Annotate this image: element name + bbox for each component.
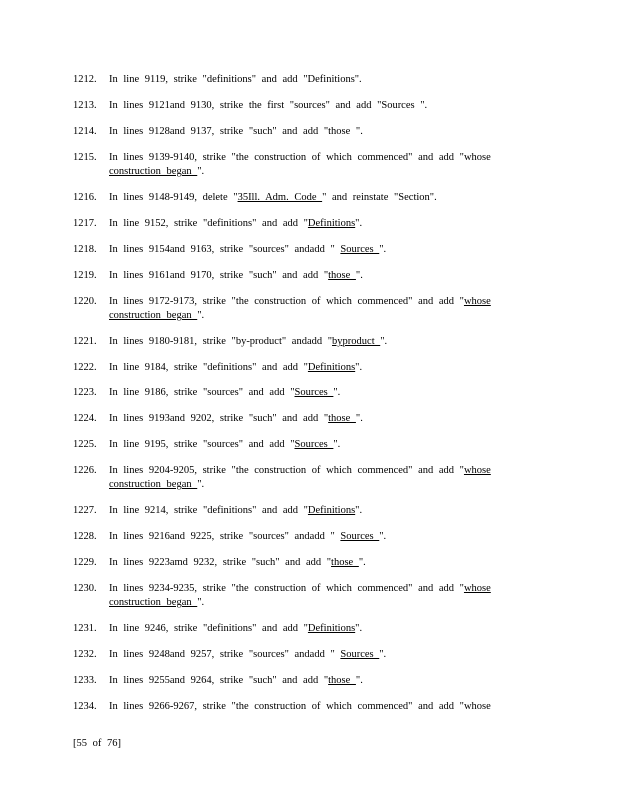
text-segment: In lines 9148-9149, delete " [109, 192, 238, 203]
item-text [109, 700, 518, 714]
text-segment: In lines 9204-9205, strike "the construction of which commenced" and add " [109, 465, 464, 476]
text-segment: ". [197, 597, 205, 608]
item-text [109, 361, 518, 375]
amendment-item [73, 125, 518, 139]
text-segment: In lines 9255and 9264, strike "such" and add " [109, 675, 329, 686]
text-segment: ". [355, 623, 363, 634]
text-segment: In lines 9248and 9257, strike "sources" andadd " [109, 649, 341, 660]
text-segment: In line 9186, strike "sources" and add " [109, 387, 295, 398]
amendment-item [73, 438, 518, 452]
text-segment: ". [355, 413, 363, 424]
item-text [109, 99, 518, 113]
item-number: 1233. [73, 675, 97, 686]
text-segment: ". [358, 557, 366, 568]
underlined-insertion: those [328, 413, 356, 424]
underlined-insertion: Definitions [307, 505, 356, 516]
text-segment: In lines 9234-9235, strike "the construction of which commenced" and add " [109, 583, 464, 594]
amendment-item [73, 530, 518, 544]
text-segment: ". [355, 505, 363, 516]
text-segment: " and reinstate "Section". [322, 192, 437, 203]
item-text [109, 412, 518, 426]
text-segment: In lines 9266-9267, strike "the construction of which commenced" and add "whose [109, 701, 491, 712]
item-text [109, 335, 518, 349]
item-number: 1234. [73, 701, 97, 712]
page-number: [55 of 76] [73, 738, 121, 749]
amendment-item [73, 217, 518, 231]
item-text [109, 530, 518, 544]
text-segment: In lines 9154and 9163, strike "sources" andadd " [109, 244, 341, 255]
item-text [109, 125, 518, 139]
item-number: 1219. [73, 270, 97, 281]
text-segment: In lines 9223amd 9232, strike "such" and add " [109, 557, 332, 568]
amendment-item [73, 504, 518, 518]
amendment-item [73, 700, 518, 714]
item-text [109, 151, 518, 179]
underlined-insertion: those [331, 557, 359, 568]
item-number: 1222. [73, 362, 97, 373]
text-segment: ". [197, 479, 205, 490]
underlined-insertion: Sources [340, 649, 380, 660]
item-text [109, 582, 518, 610]
amendment-item [73, 648, 518, 662]
amendment-item [73, 361, 518, 375]
item-number: 1218. [73, 244, 97, 255]
item-number: 1212. [73, 74, 97, 85]
text-segment: In lines 9172-9173, strike "the construction of which commenced" and add " [109, 296, 464, 307]
underlined-insertion: Definitions [307, 362, 356, 373]
text-segment: In lines 9193and 9202, strike "such" and add " [109, 413, 329, 424]
item-number: 1217. [73, 218, 97, 229]
text-segment: Definitions". [307, 74, 362, 85]
text-segment: In lines 9139-9140, strike "the construction of which commenced" and add "whose [109, 152, 491, 163]
text-segment: ". [355, 270, 363, 281]
text-segment: ". [355, 362, 363, 373]
text-segment: In lines 9128and 9137, strike "such" and add "those ". [109, 126, 363, 137]
item-number: 1213. [73, 100, 97, 111]
item-text [109, 504, 518, 518]
text-segment: ". [379, 244, 387, 255]
text-segment: In line 9195, strike "sources" and add " [109, 439, 295, 450]
amendment-item [73, 73, 518, 87]
underlined-insertion: whose construction began [109, 465, 491, 490]
amendment-item [73, 556, 518, 570]
item-text [109, 648, 518, 662]
amendment-item [73, 243, 518, 257]
item-number: 1214. [73, 126, 97, 137]
item-text [109, 674, 518, 688]
text-segment: In lines 9121and 9130, strike the first "sources" and add "Sources ". [109, 100, 428, 111]
underlined-insertion: those [328, 675, 356, 686]
underlined-insertion: those [328, 270, 356, 281]
text-segment: ". [355, 675, 363, 686]
item-text [109, 243, 518, 257]
item-number: 1226. [73, 465, 97, 476]
underlined-insertion: Sources [294, 439, 334, 450]
underlined-insertion: whose construction began [109, 296, 491, 321]
text-segment: In line 9152, strike "definitions" and add " [109, 218, 308, 229]
item-number: 1220. [73, 296, 97, 307]
amendment-item [73, 582, 518, 610]
item-number: 1231. [73, 623, 97, 634]
text-segment: ". [197, 166, 205, 177]
underlined-insertion: construction began [109, 166, 198, 177]
amendment-item [73, 622, 518, 636]
text-segment: In line 9184, strike "definitions" and add " [109, 362, 308, 373]
amendment-item [73, 412, 518, 426]
item-text [109, 438, 518, 452]
underlined-insertion: Definitions [307, 218, 356, 229]
amendment-item [73, 295, 518, 323]
item-text [109, 386, 518, 400]
item-number: 1223. [73, 387, 97, 398]
underlined-insertion: whose construction began [109, 583, 491, 608]
amendment-item [73, 269, 518, 283]
item-text [109, 622, 518, 636]
text-segment: ". [197, 310, 205, 321]
item-text [109, 464, 518, 492]
item-number: 1215. [73, 152, 97, 163]
item-number: 1224. [73, 413, 97, 424]
underlined-insertion: Sources [340, 244, 380, 255]
text-segment: In lines 9161and 9170, strike "such" and add " [109, 270, 329, 281]
item-text [109, 556, 518, 570]
underlined-insertion: Sources [294, 387, 334, 398]
item-number: 1216. [73, 192, 97, 203]
underlined-insertion: Sources [340, 531, 380, 542]
text-segment: ". [333, 387, 341, 398]
text-segment: ". [380, 336, 388, 347]
underlined-insertion: 35Ill. Adm. Code [237, 192, 323, 203]
text-segment: In lines 9216and 9225, strike "sources" andadd " [109, 531, 341, 542]
amendment-item [73, 674, 518, 688]
item-number: 1225. [73, 439, 97, 450]
amendment-item [73, 99, 518, 113]
amendment-item [73, 151, 518, 179]
amendment-item [73, 191, 518, 205]
item-text [109, 295, 518, 323]
item-number: 1229. [73, 557, 97, 568]
text-segment: In line 9214, strike "definitions" and add " [109, 505, 308, 516]
text-segment: In line 9246, strike "definitions" and add " [109, 623, 308, 634]
item-number: 1228. [73, 531, 97, 542]
item-number: 1232. [73, 649, 97, 660]
underlined-insertion: byproduct [332, 336, 381, 347]
underlined-insertion: Definitions [307, 623, 356, 634]
amendment-item [73, 335, 518, 349]
amendment-item [73, 464, 518, 492]
item-text [109, 269, 518, 283]
text-segment: ". [379, 649, 387, 660]
item-number: 1227. [73, 505, 97, 516]
text-segment: In line 9119, strike "definitions" and add " [109, 74, 308, 85]
item-number: 1230. [73, 583, 97, 594]
text-segment: ". [379, 531, 387, 542]
item-text [109, 73, 518, 87]
item-text [109, 217, 518, 231]
item-text [109, 191, 518, 205]
text-segment: In lines 9180-9181, strike "by-product" andadd " [109, 336, 333, 347]
text-segment: ". [355, 218, 363, 229]
item-number: 1221. [73, 336, 97, 347]
text-segment: ". [333, 439, 341, 450]
amendment-item [73, 386, 518, 400]
